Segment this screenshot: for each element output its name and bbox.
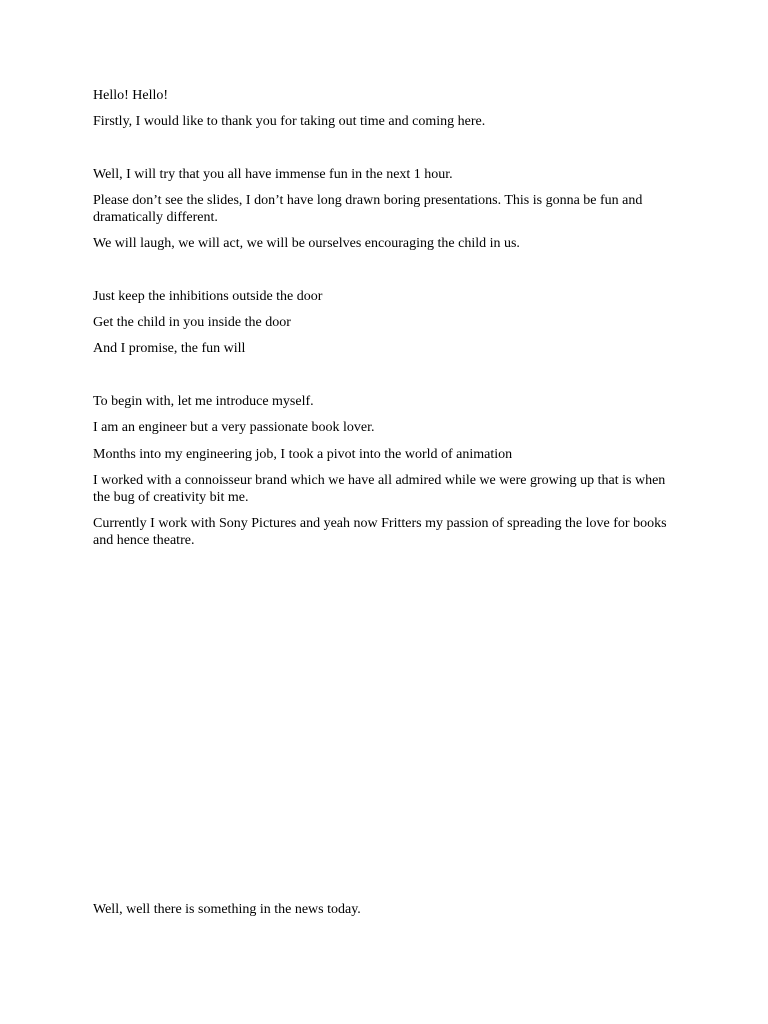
paragraph-greeting: Hello! Hello! <box>93 88 169 103</box>
paragraph-sony: Currently I work with Sony Pictures and yeah now Fritters my passion of spreading the love for books and hence theatre. <box>93 516 667 548</box>
paragraph-fun-will: And I promise, the fun will <box>93 341 246 356</box>
paragraph-slides: Please don’t see the slides, I don’t have long drawn boring presentations. This is gonna be fun and dramatically different. <box>93 193 643 225</box>
paragraph-animation: Months into my engineering job, I took a pivot into the world of animation <box>93 447 513 462</box>
paragraph-fun-promise: Well, I will try that you all have immense fun in the next 1 hour. <box>93 167 453 182</box>
paragraph-thanks: Firstly, I would like to thank you for taking out time and coming here. <box>93 114 486 129</box>
paragraph-inhibitions: Just keep the inhibitions outside the door <box>93 289 323 304</box>
paragraph-news: Well, well there is something in the news today. <box>93 902 361 917</box>
paragraph-laugh: We will laugh, we will act, we will be ourselves encouraging the child in us. <box>93 236 520 251</box>
paragraph-introduce: To begin with, let me introduce myself. <box>93 394 314 409</box>
paragraph-connoisseur: I worked with a connoisseur brand which we have all admired while we were growing up that is when the bug of creativity bit me. <box>93 473 666 505</box>
paragraph-engineer: I am an engineer but a very passionate book lover. <box>93 420 375 435</box>
paragraph-child-inside: Get the child in you inside the door <box>93 315 291 330</box>
